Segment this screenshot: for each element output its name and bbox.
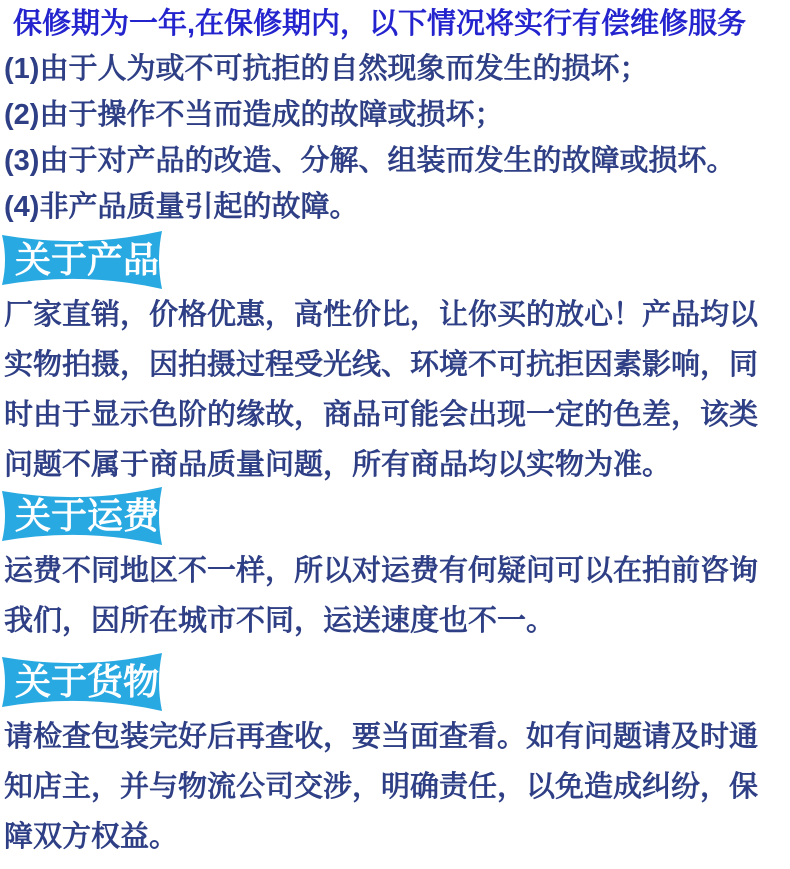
body-text-line: 实物拍摄，因拍摄过程受光线、环境不可抗拒因素影响，同 — [4, 349, 759, 381]
about-goods-badge — [2, 652, 164, 712]
about-product-text — [0, 290, 790, 490]
body-text-line: 请检查包装完好后再查收，要当面查看。如有问题请及时通 — [4, 721, 759, 753]
body-text-line: 知店主，并与物流公司交涉，明确责任，以免造成纠纷，保 — [4, 771, 759, 803]
body-text-line: 问题不属于商品质量问题，所有商品均以实物为准。 — [4, 449, 672, 481]
about-goods-text — [0, 712, 790, 862]
section-about-goods — [0, 652, 790, 862]
body-text-line: 厂家直销，价格优惠，高性价比，让你买的放心！产品均以 — [4, 299, 759, 331]
badge-label: 关于运费 — [15, 495, 160, 536]
badge-label: 关于货物 — [15, 661, 160, 702]
warranty-item-3: (3)由于对产品的改造、分解、组装而发生的故障或损坏。 — [4, 145, 736, 177]
warranty-item-2: (2)由于操作不当而造成的故障或损坏； — [4, 99, 504, 131]
body-text-line: 我们，因所在城市不同，运送速度也不一。 — [4, 605, 556, 637]
warranty-item-4: (4)非产品质量引起的故障。 — [4, 191, 359, 223]
about-product-badge — [2, 230, 164, 290]
warranty-header: 保修期为一年,在保修期内，以下情况将实行有偿维修服务 — [13, 8, 747, 40]
section-about-shipping — [0, 486, 790, 646]
about-shipping-badge — [2, 486, 164, 546]
badge-label: 关于产品 — [15, 239, 160, 280]
warranty-item-1: (1)由于人为或不可抗拒的自然现象而发生的损坏； — [4, 53, 649, 85]
body-text-line: 运费不同地区不一样，所以对运费有何疑问可以在拍前咨询 — [4, 555, 759, 587]
section-about-product — [0, 230, 790, 490]
about-shipping-text — [0, 546, 790, 646]
body-text-line: 时由于显示色阶的缘故，商品可能会出现一定的色差，该类 — [4, 399, 759, 431]
body-text-line: 障双方权益。 — [4, 821, 179, 853]
warranty-conditions-list — [0, 46, 790, 230]
